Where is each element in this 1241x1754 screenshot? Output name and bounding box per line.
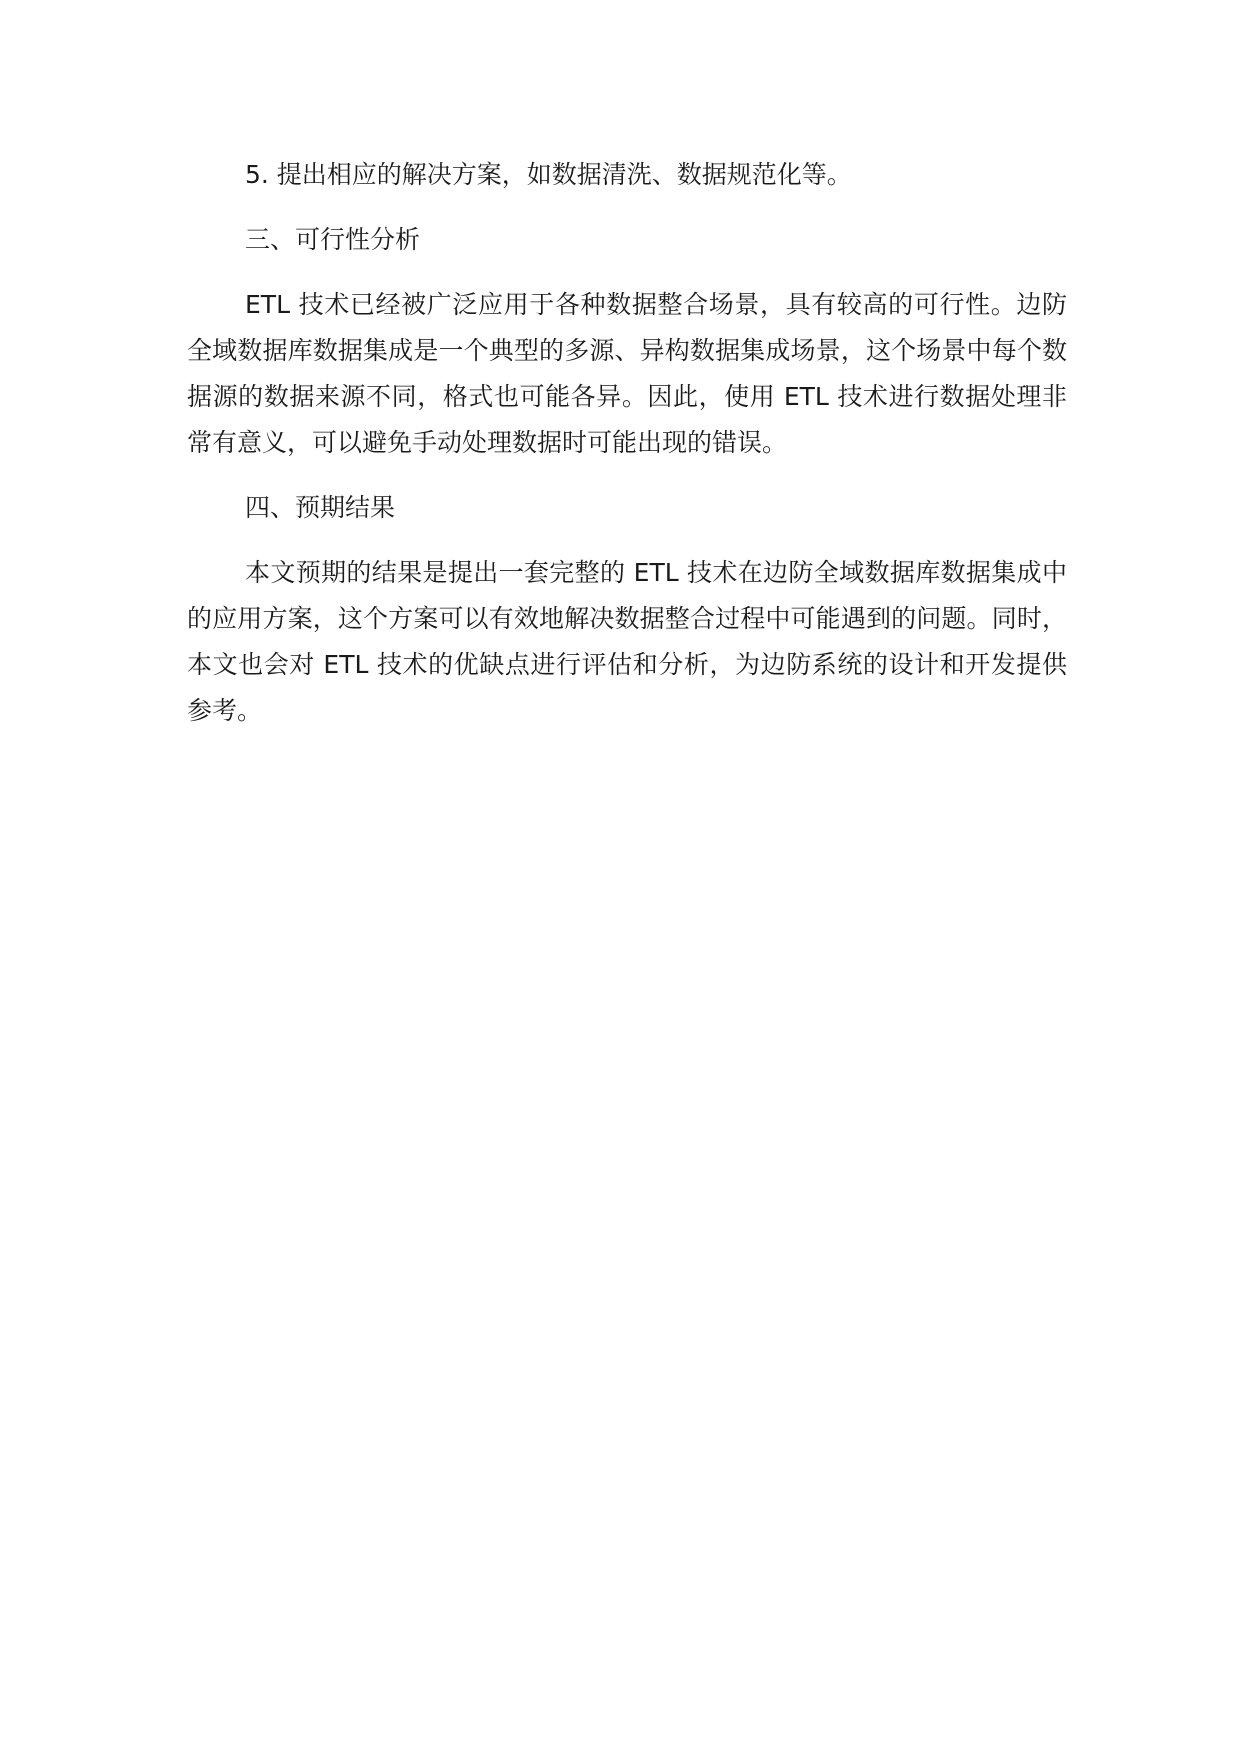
paragraph-expected-results: 本文预期的结果是提出一套完整的 ETL 技术在边防全域数据库数据集成中的应用方案，这个方案可以有效地解决数据整合过程中可能遇到的问题。同时，本文也会对 ETL 技术的优缺点进行评估和分析，为边防系统的设计和开发提供参考。 [187, 558, 1067, 725]
document-body [187, 152, 1067, 753]
paragraph-feasibility: ETL 技术已经被广泛应用于各种数据整合场景，具有较高的可行性。边防全域数据库数据集成是一个典型的多源、异构数据集成场景，这个场景中每个数据源的数据来源不同，格式也可能各异。因此，使用 ETL 技术进行数据处理非常有意义，可以避免手动处理数据时可能出现的错误。 [187, 290, 1067, 457]
section-heading-expected-results: 四、预期结果 [245, 493, 396, 522]
list-item-5: 5. 提出相应的解决方案，如数据清洗、数据规范化等。 [245, 160, 852, 189]
section-heading-feasibility: 三、可行性分析 [245, 225, 421, 254]
